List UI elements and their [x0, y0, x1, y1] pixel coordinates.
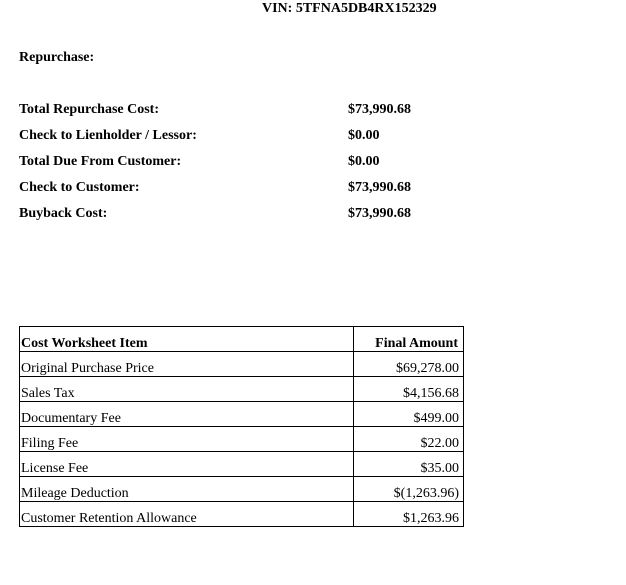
- summary-value: $0.00: [348, 154, 380, 169]
- summary-row-buyback-cost: [19, 206, 439, 232]
- cell-item: Sales Tax: [20, 377, 354, 402]
- cell-item: Documentary Fee: [20, 402, 354, 427]
- column-header-item: Cost Worksheet Item: [20, 327, 354, 352]
- summary-value: $0.00: [348, 128, 380, 143]
- cell-item: License Fee: [20, 452, 354, 477]
- table-row: [20, 402, 464, 427]
- cell-amount: $499.00: [354, 402, 464, 427]
- cell-amount: $22.00: [354, 427, 464, 452]
- cell-amount: $69,278.00: [354, 352, 464, 377]
- summary-row-check-to-customer: [19, 180, 439, 206]
- cell-item: Original Purchase Price: [20, 352, 354, 377]
- table-row: [20, 477, 464, 502]
- column-header-amount: Final Amount: [354, 327, 464, 352]
- cell-amount: $(1,263.96): [354, 477, 464, 502]
- cell-amount: $1,263.96: [354, 502, 464, 527]
- cell-amount: $35.00: [354, 452, 464, 477]
- table-row: [20, 502, 464, 527]
- summary-value: $73,990.68: [348, 102, 411, 117]
- summary-row-check-to-lienholder: [19, 128, 439, 154]
- table-row: [20, 427, 464, 452]
- summary-value: $73,990.68: [348, 180, 411, 195]
- cell-item: Customer Retention Allowance: [20, 502, 354, 527]
- section-title-repurchase: Repurchase:: [19, 50, 95, 65]
- summary-label: Total Repurchase Cost:: [19, 102, 160, 117]
- summary-row-total-due-from-customer: [19, 154, 439, 180]
- table-row: [20, 452, 464, 477]
- table-row: [20, 377, 464, 402]
- summary-value: $73,990.68: [348, 206, 411, 221]
- summary-label: Total Due From Customer:: [19, 154, 182, 169]
- vin-heading: VIN: 5TFNA5DB4RX152329: [262, 1, 437, 16]
- summary-row-total-repurchase-cost: [19, 102, 439, 128]
- summary-label: Buyback Cost:: [19, 206, 108, 221]
- cell-item: Mileage Deduction: [20, 477, 354, 502]
- cost-worksheet-table: [19, 326, 464, 527]
- table-row: [20, 352, 464, 377]
- cell-item: Filing Fee: [20, 427, 354, 452]
- table-header-row: [20, 327, 464, 352]
- repurchase-summary: [19, 102, 439, 232]
- cell-amount: $4,156.68: [354, 377, 464, 402]
- summary-label: Check to Lienholder / Lessor:: [19, 128, 197, 143]
- summary-label: Check to Customer:: [19, 180, 140, 195]
